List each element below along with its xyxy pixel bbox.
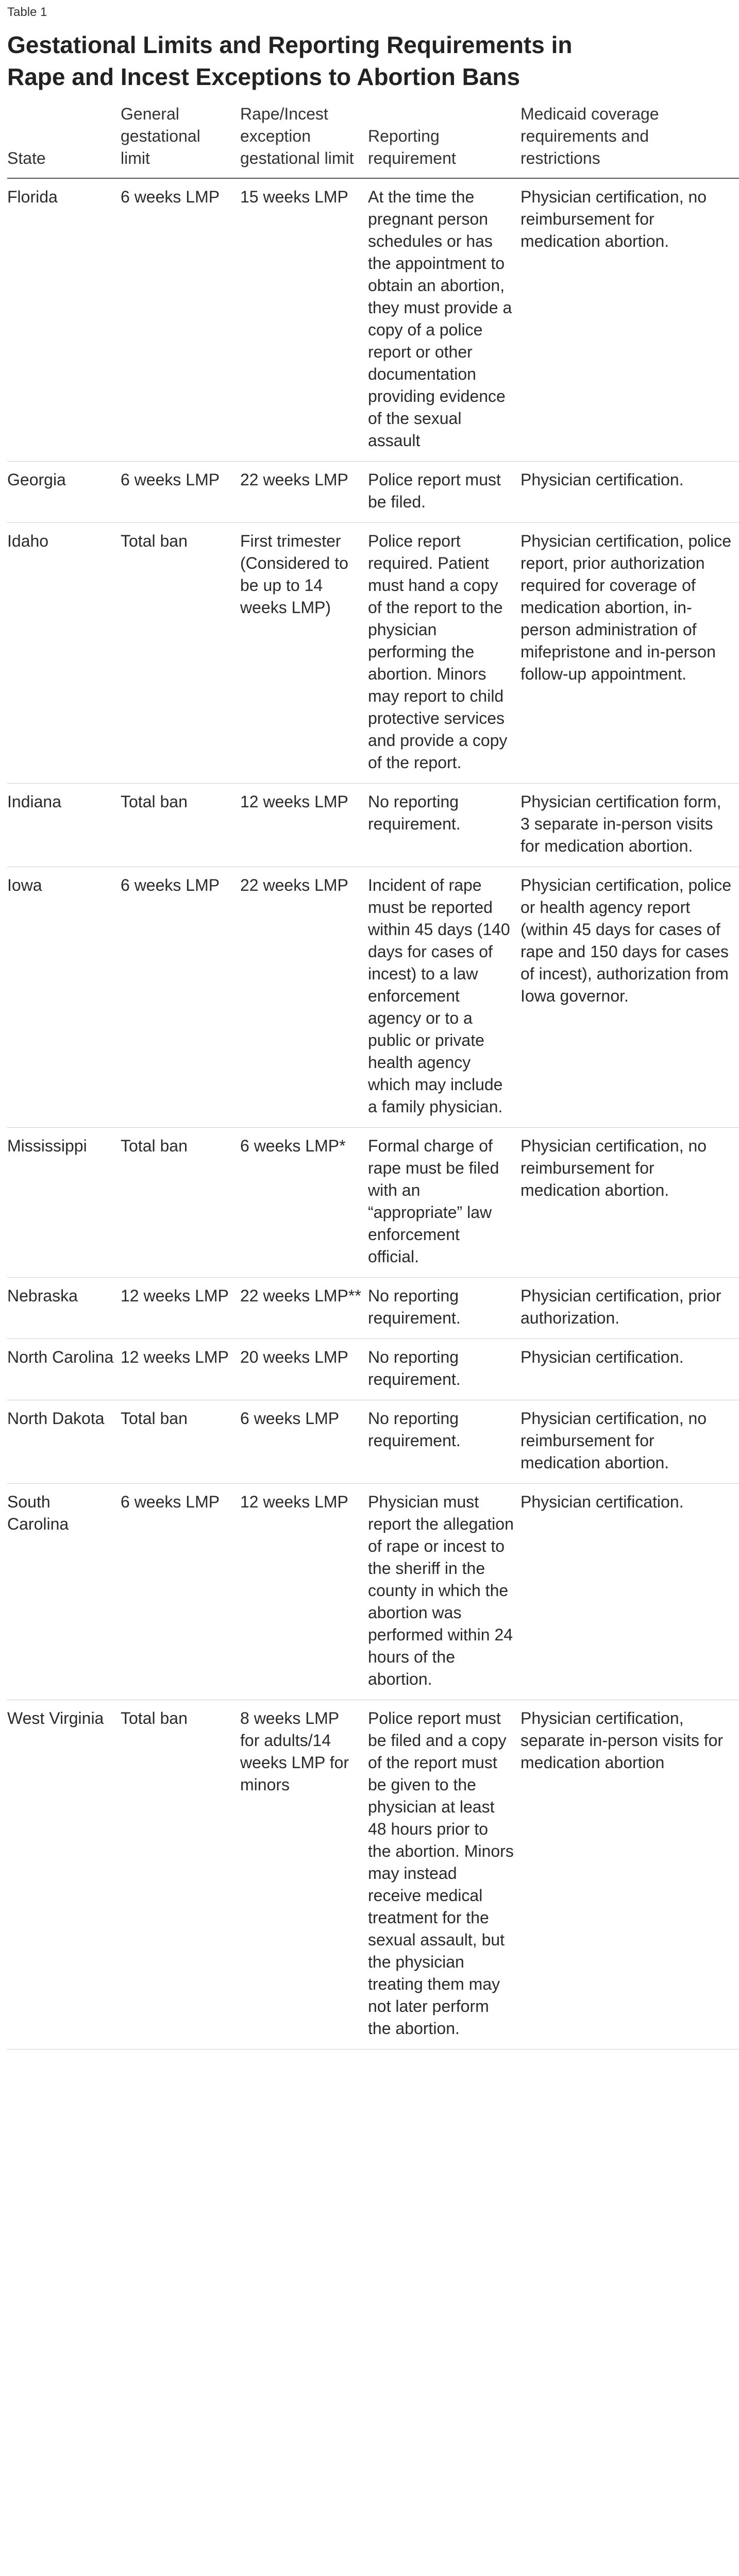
cell-medicaid: Physician certification, police or health agency report (within 45 days for cases of rape and 150 days for cases of incest), authorization from Iowa governor. bbox=[520, 867, 739, 1128]
cell-reporting: At the time the pregnant person schedules or has the appointment to obtain an abortion, they must provide a copy of a police report or other documentation providing evidence of the sexual assault bbox=[368, 178, 520, 462]
cell-reporting: No reporting requirement. bbox=[368, 1400, 520, 1484]
cell-state: Indiana bbox=[7, 784, 121, 867]
cell-state: Georgia bbox=[7, 462, 121, 523]
cell-rape-limit: 22 weeks LMP bbox=[240, 462, 368, 523]
cell-reporting: No reporting requirement. bbox=[368, 784, 520, 867]
cell-rape-limit: 12 weeks LMP bbox=[240, 1484, 368, 1700]
cell-general-limit: Total ban bbox=[121, 1400, 240, 1484]
cell-general-limit: Total ban bbox=[121, 523, 240, 784]
cell-general-limit: 6 weeks LMP bbox=[121, 462, 240, 523]
cell-state: Idaho bbox=[7, 523, 121, 784]
table-row bbox=[7, 867, 739, 1128]
cell-medicaid: Physician certification, police report, prior authorization required for coverage of medication abortion, in-person administration of mifepristone and in-person follow-up appointment. bbox=[520, 523, 739, 784]
cell-state: South Carolina bbox=[7, 1484, 121, 1700]
cell-rape-limit: 22 weeks LMP bbox=[240, 867, 368, 1128]
cell-reporting: No reporting requirement. bbox=[368, 1339, 520, 1400]
table-row bbox=[7, 1484, 739, 1700]
table-row bbox=[7, 1700, 739, 2049]
cell-general-limit: 6 weeks LMP bbox=[121, 1484, 240, 1700]
cell-general-limit: Total ban bbox=[121, 1700, 240, 2049]
table-row bbox=[7, 462, 739, 523]
cell-rape-limit: 6 weeks LMP* bbox=[240, 1128, 368, 1278]
cell-medicaid: Physician certification. bbox=[520, 1339, 739, 1400]
cell-general-limit: Total ban bbox=[121, 1128, 240, 1278]
cell-general-limit: 6 weeks LMP bbox=[121, 867, 240, 1128]
cell-reporting: Police report must be filed and a copy of the report must be given to the physician at least 48 hours prior to the abortion. Minors may instead receive medical treatment for the sexual assault, but the physician treating them may not later perform the abortion. bbox=[368, 1700, 520, 2049]
cell-general-limit: 12 weeks LMP bbox=[121, 1278, 240, 1339]
header-general-limit: General gestational limit bbox=[121, 103, 240, 178]
cell-general-limit: 6 weeks LMP bbox=[121, 178, 240, 462]
table-row bbox=[7, 178, 739, 462]
cell-state: Mississippi bbox=[7, 1128, 121, 1278]
header-row bbox=[7, 103, 739, 178]
cell-medicaid: Physician certification. bbox=[520, 462, 739, 523]
cell-medicaid: Physician certification. bbox=[520, 1484, 739, 1700]
header-state: State bbox=[7, 103, 121, 178]
cell-state: Florida bbox=[7, 178, 121, 462]
cell-general-limit: 12 weeks LMP bbox=[121, 1339, 240, 1400]
cell-reporting: Incident of rape must be reported within 45 days (140 days for cases of incest) to a law enforcement agency or to a public or private health agency which may include a family physician. bbox=[368, 867, 520, 1128]
cell-rape-limit: 20 weeks LMP bbox=[240, 1339, 368, 1400]
cell-rape-limit: 12 weeks LMP bbox=[240, 784, 368, 867]
cell-medicaid: Physician certification form, 3 separate in-person visits for medication abortion. bbox=[520, 784, 739, 867]
cell-reporting: Police report must be filed. bbox=[368, 462, 520, 523]
table-body bbox=[7, 178, 739, 2049]
cell-reporting: Formal charge of rape must be filed with an “appropriate” law enforcement official. bbox=[368, 1128, 520, 1278]
table-row bbox=[7, 1339, 739, 1400]
cell-state: Nebraska bbox=[7, 1278, 121, 1339]
cell-rape-limit: 15 weeks LMP bbox=[240, 178, 368, 462]
cell-medicaid: Physician certification, no reimbursement for medication abortion. bbox=[520, 1400, 739, 1484]
page-title: Gestational Limits and Reporting Requirements in Rape and Incest Exceptions to Abortion Bans bbox=[7, 31, 573, 90]
cell-rape-limit: 6 weeks LMP bbox=[240, 1400, 368, 1484]
table-container bbox=[7, 103, 732, 2049]
cell-state: West Virginia bbox=[7, 1700, 121, 2049]
cell-state: North Carolina bbox=[7, 1339, 121, 1400]
cell-rape-limit: 8 weeks LMP for adults/14 weeks LMP for minors bbox=[240, 1700, 368, 2049]
cell-medicaid: Physician certification, no reimbursement for medication abortion. bbox=[520, 1128, 739, 1278]
cell-general-limit: Total ban bbox=[121, 784, 240, 867]
cell-reporting: Police report required. Patient must hand a copy of the report to the physician performing the abortion. Minors may report to child protective services and provide a copy of the report. bbox=[368, 523, 520, 784]
cell-medicaid: Physician certification, prior authorization. bbox=[520, 1278, 739, 1339]
data-table bbox=[7, 103, 739, 2049]
cell-rape-limit: First trimester (Considered to be up to 14 weeks LMP) bbox=[240, 523, 368, 784]
cell-state: Iowa bbox=[7, 867, 121, 1128]
cell-state: North Dakota bbox=[7, 1400, 121, 1484]
table-kicker: Table 1 bbox=[7, 5, 47, 19]
table-row bbox=[7, 1400, 739, 1484]
table-row bbox=[7, 784, 739, 867]
cell-reporting: Physician must report the allegation of rape or incest to the sheriff in the county in which the abortion was performed within 24 hours of the abortion. bbox=[368, 1484, 520, 1700]
header-rape-limit: Rape/Incest exception gestational limit bbox=[240, 103, 368, 178]
header-reporting: Reporting requirement bbox=[368, 103, 520, 178]
table-row bbox=[7, 1278, 739, 1339]
cell-medicaid: Physician certification, separate in-person visits for medication abortion bbox=[520, 1700, 739, 2049]
table-row bbox=[7, 523, 739, 784]
header-medicaid: Medicaid coverage requirements and restrictions bbox=[520, 103, 739, 178]
cell-reporting: No reporting requirement. bbox=[368, 1278, 520, 1339]
table-row bbox=[7, 1128, 739, 1278]
cell-medicaid: Physician certification, no reimbursement for medication abortion. bbox=[520, 178, 739, 462]
cell-rape-limit: 22 weeks LMP** bbox=[240, 1278, 368, 1339]
